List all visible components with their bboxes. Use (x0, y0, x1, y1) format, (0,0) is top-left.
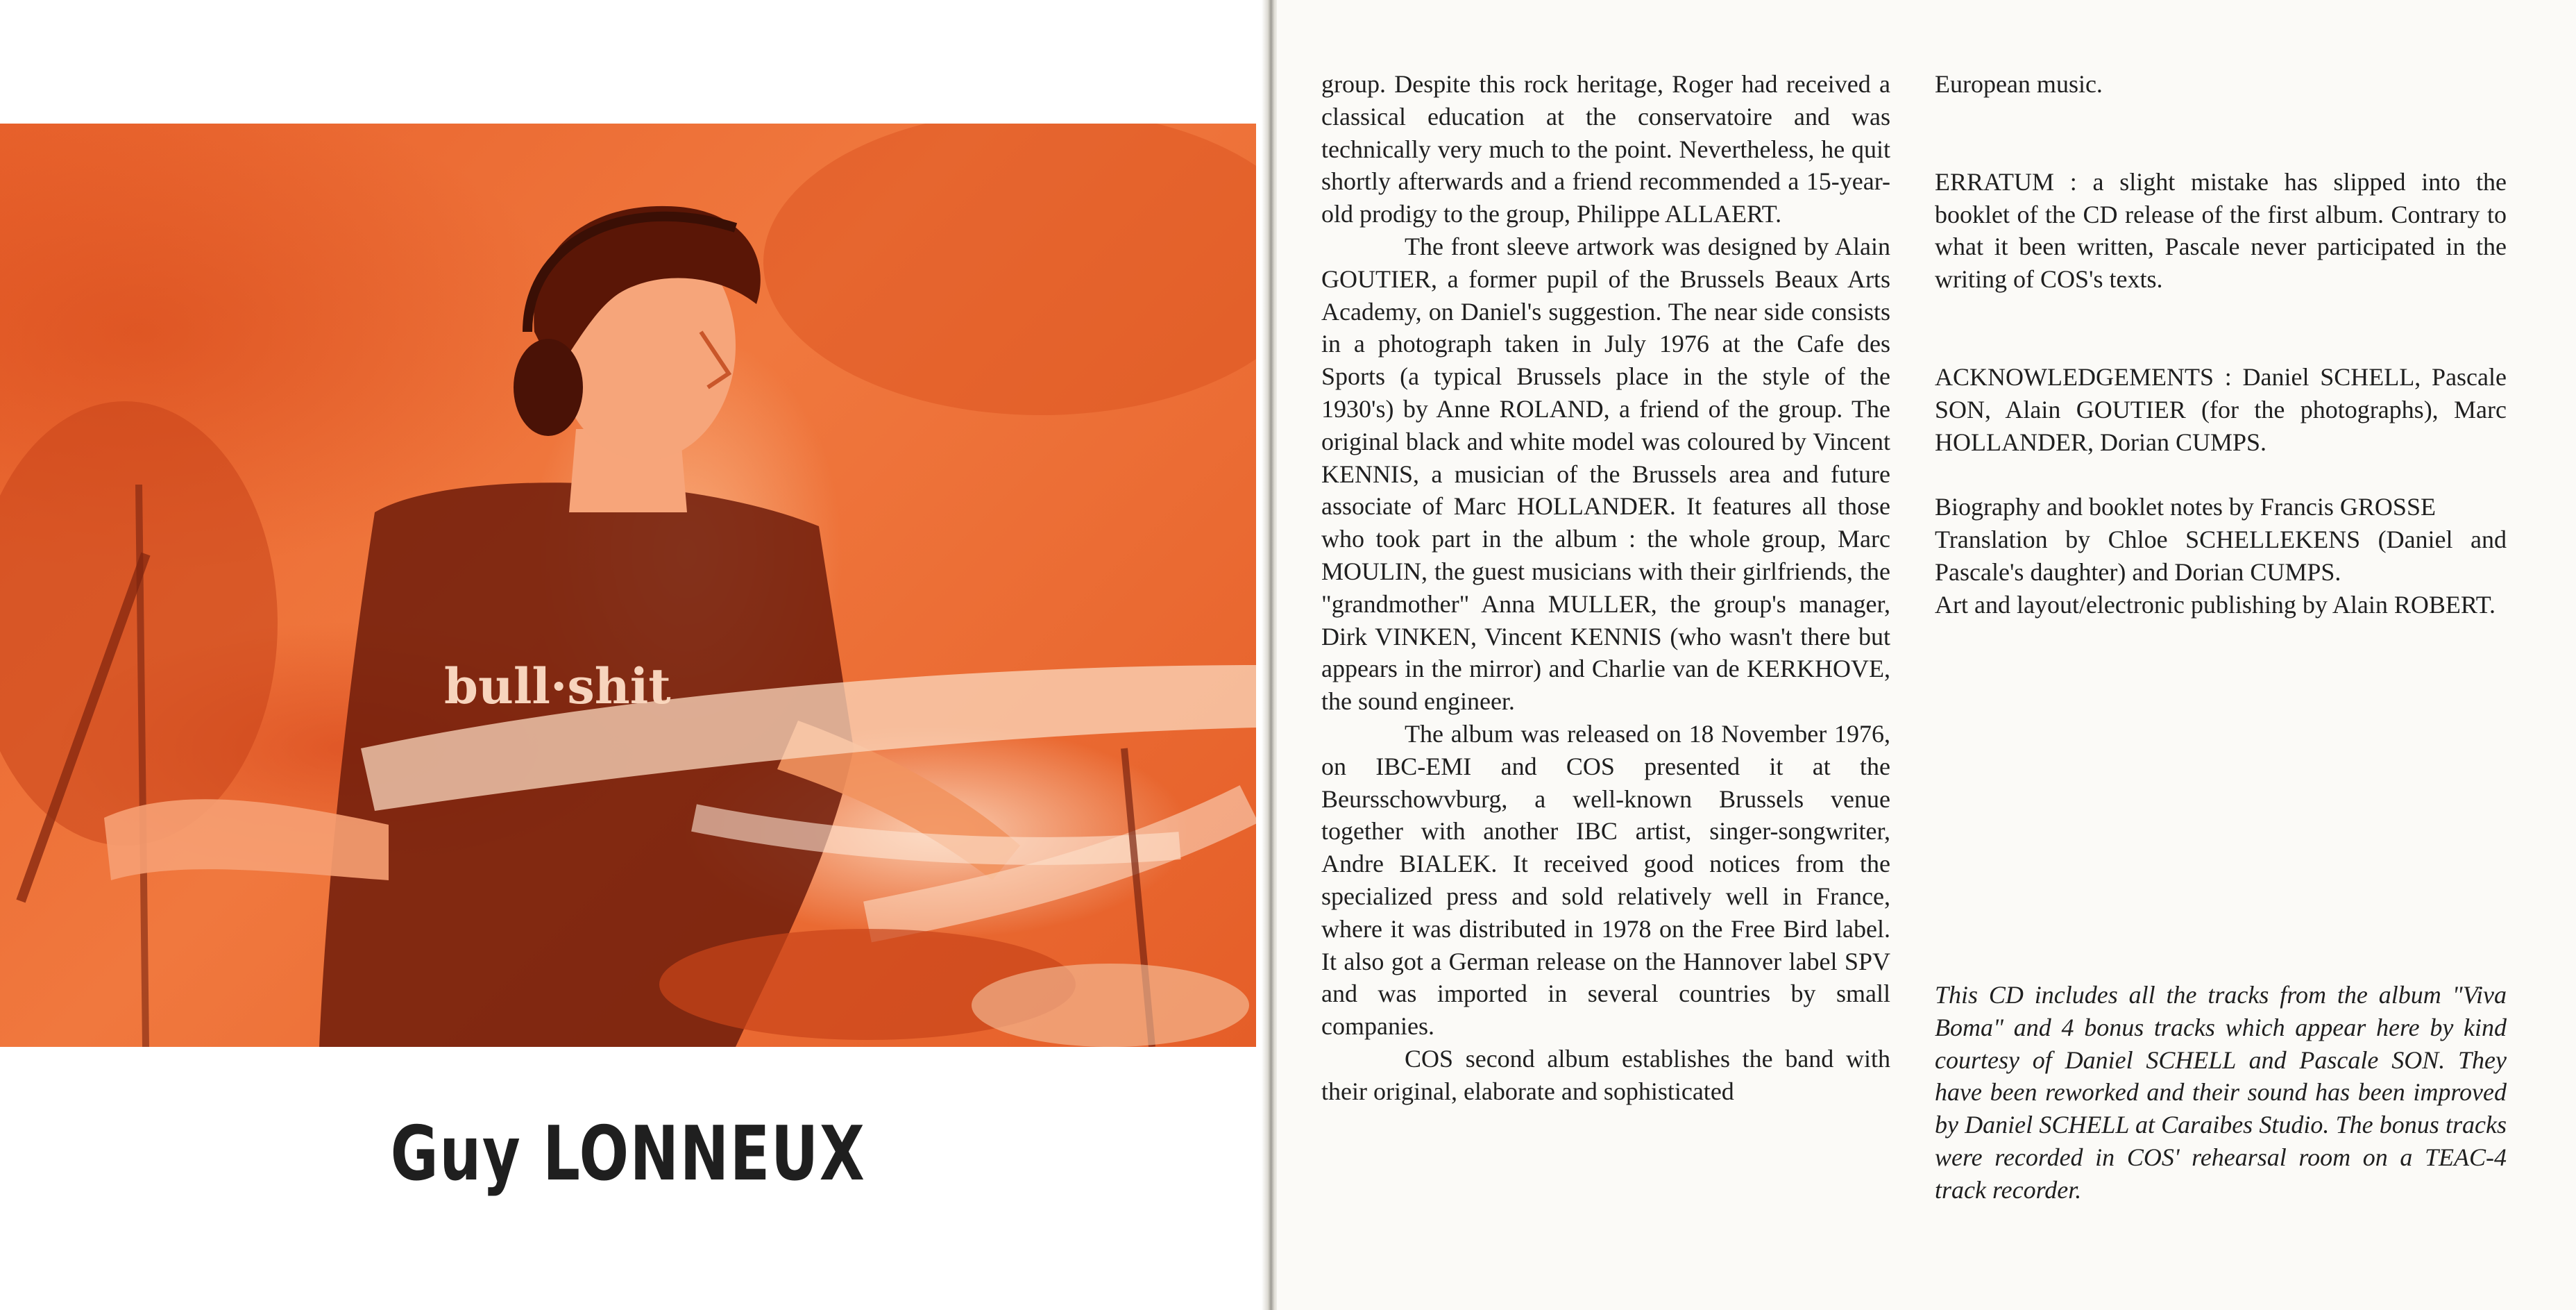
drummer-photo (0, 124, 1256, 1047)
shirt-lettering: bull·shit (444, 657, 671, 715)
cd-note: This CD includes all the tracks from the album "Viva Boma" and 4 bonus tracks which appear here by kind courtesy of Daniel SCHELL and Pascale SON. They have been reworked and their sound has been improved by Daniel SCHELL at Caraibes Studio. The bonus tracks were recorded in COS' rehearsal room on a TEAC-4 track recorder. (1935, 981, 2507, 1204)
text-column-right (1935, 68, 2507, 621)
acknowledgements: ACKNOWLEDGEMENTS : Daniel SCHELL, Pascale SON, Alain GOUTIER (for the photographs), Marc HOLLANDER, Dorian CUMPS. (1935, 362, 2507, 456)
photo-illustration (0, 124, 1256, 1047)
credit-biography: Biography and booklet notes by Francis GROSSE (1935, 493, 2436, 521)
paragraph-second-album: COS second album establishes the band with their original, elaborate and sophisticated (1321, 1044, 1890, 1105)
left-page (0, 0, 1267, 1310)
caption-name: Guy LONNEUX (390, 1111, 866, 1198)
paragraph-release: The album was released on 18 November 1976, on IBC-EMI and COS presented it at the Beursschowvburg, a well-known Brussels venue together with another IBC artist, singer-songwriter, Andre BIALEK. It received good notices from the specialized press and sold relatively well in France, where it was distributed in 1978 on the Free Bird label. It also got a German release on the Hannover label SPV and was imported in several countries by small companies. (1321, 719, 1890, 1041)
credit-layout: Art and layout/electronic publishing by Alain ROBERT. (1935, 590, 2496, 619)
paragraph-lineup: group. Despite this rock heritage, Roger had received a classical education at the conservatoire and was technically very much to the point. Nevertheless, he quit shortly afterwards and a friend recommended a 15-year-old prodigy to the group, Philippe ALLAERT. (1321, 70, 1890, 228)
paragraph-artwork: The front sleeve artwork was designed by Alain GOUTIER, a former pupil of the Brussels Beaux Arts Academy, on Daniel's suggestion. The near side consists in a photograph taken in July 1976 at the Cafe des Sports (a typical Brussels place in the style of the 1930's) by Anne ROLAND, a friend of the group. The original black and white model was coloured by Vincent KENNIS, a musician of the Brussels area and future associate of Marc HOLLANDER. It features all those who took part in the album : the whole group, Marc MOULIN, the guest musicians with their girlfriends, the "grandmother" Anna MULLER, the group's manager, Dirk VINKEN, Vincent KENNIS (who wasn't there but appears in the mirror) and Charlie van de KERKHOVE, the sound engineer. (1321, 232, 1890, 716)
erratum: ERRATUM : a slight mistake has slipped into the booklet of the CD release of the first album. Contrary to what it been written, Pascale never participated in the writing of COS's texts. (1935, 167, 2507, 294)
text-column-left (1321, 68, 1890, 1108)
paragraph-continuation: European music. (1935, 70, 2103, 98)
credit-translation: Translation by Chloe SCHELLEKENS (Daniel and Pascale's daughter) and Dorian CUMPS. (1935, 526, 2507, 586)
